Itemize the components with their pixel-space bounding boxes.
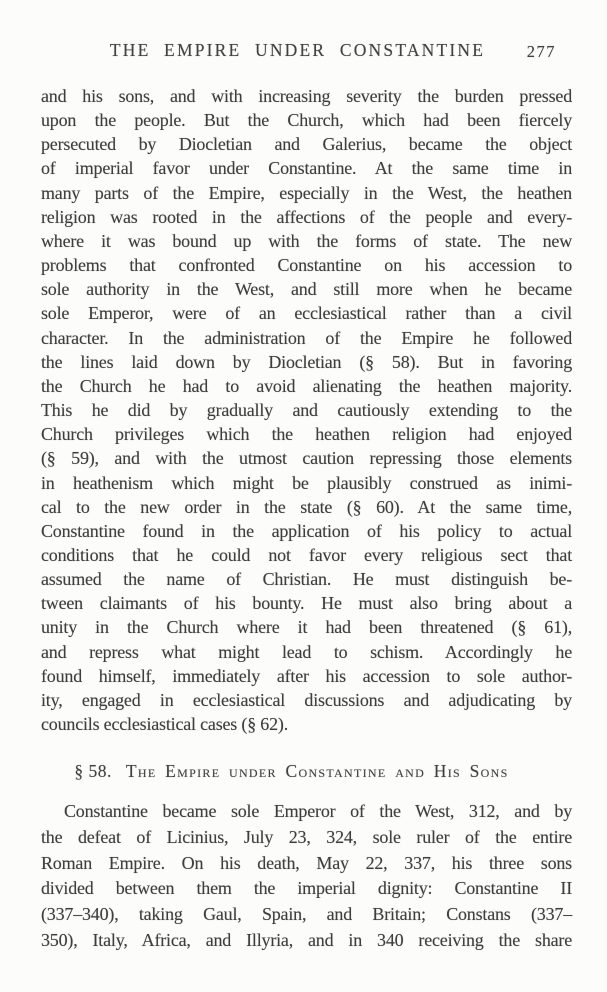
text-line: and his sons, and with increasing severity the burden pressed (41, 86, 572, 106)
text-line: Church privileges which the heathen religion had enjoyed (41, 424, 572, 445)
text-line: in heathenism which might be plausibly construed as inimi- (41, 472, 572, 493)
text-line: Constantine became sole Emperor of the West, 312, and by (64, 801, 572, 821)
text-line: religion was rooted in the affections of the people and every- (41, 206, 572, 227)
text-line: divided between them the imperial dignity: Constantine II (41, 878, 572, 899)
running-title: THE EMPIRE UNDER CONSTANTINE (109, 40, 486, 60)
section-heading (26, 761, 557, 782)
text-line: and repress what might lead to schism. Accordingly he (41, 641, 572, 662)
text-line: sole Emperor, were of an ecclesiastical rather than a civil (41, 303, 572, 324)
text-line: character. In the administration of the Empire he followed (41, 327, 572, 348)
page-number: 277 (526, 42, 556, 61)
text-line: tween claimants of his bounty. He must also bring about a (41, 593, 572, 614)
paragraph-1 (41, 84, 572, 736)
text-line: ity, engaged in ecclesiastical discussions and adjudicating by (41, 689, 572, 710)
page-header (41, 40, 572, 64)
text-line: sole authority in the West, and still more when he became (41, 279, 572, 300)
text-line: the lines laid down by Diocletian (§ 58). But in favoring (41, 351, 572, 372)
text-line: (337–340), taking Gaul, Spain, and Britain; Constans (337– (41, 904, 572, 925)
text-line: the defeat of Licinius, July 23, 324, sole ruler of the entire (41, 826, 572, 847)
text-line: Roman Empire. On his death, May 22, 337, his three sons (41, 852, 572, 873)
text-line: of imperial favor under Constantine. At the same time in (41, 158, 572, 179)
text-line: This he did by gradually and cautiously extending to the (41, 400, 572, 421)
text-line: found himself, immediately after his accession to sole author- (41, 665, 572, 686)
text-line: conditions that he could not favor every religious sect that (41, 544, 572, 565)
text-line: cal to the new order in the state (§ 60). At the same time, (41, 496, 572, 517)
text-line: Constantine found in the application of his policy to actual (41, 520, 572, 541)
text-line: unity in the Church where it had been threatened (§ 61), (41, 617, 572, 638)
text-line: assumed the name of Christian. He must distinguish be- (41, 569, 572, 590)
text-line: (§ 59), and with the utmost caution repressing those elements (41, 448, 572, 469)
text-line: the Church he had to avoid alienating the heathen majority. (41, 375, 572, 396)
text-line: 350), Italy, Africa, and Illyria, and in 340 receiving the share (41, 929, 572, 950)
paragraph-2 (41, 799, 572, 954)
text-line: councils ecclesiastical cases (§ 62). (41, 714, 288, 735)
text-line: many parts of the Empire, especially in the West, the heathen (41, 182, 572, 203)
text-line: upon the people. But the Church, which had been fiercely (41, 110, 572, 131)
section-title: The Empire under Constantine and His Sons (125, 761, 509, 781)
text-line: where it was bound up with the forms of state. The new (41, 230, 572, 251)
text-line: problems that confronted Constantine on his accession to (41, 255, 572, 276)
section-number: § 58. (74, 761, 112, 781)
text-line: persecuted by Diocletian and Galerius, became the object (41, 134, 572, 155)
